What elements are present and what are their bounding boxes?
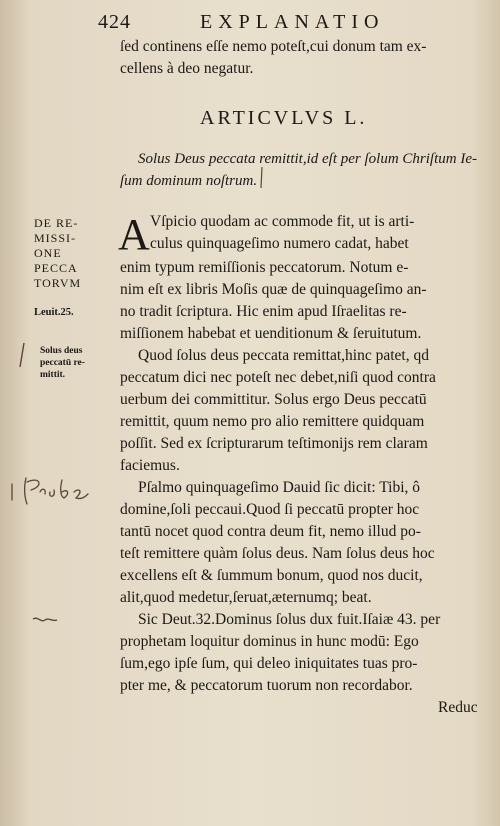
margin-title-line: TORVM [34, 276, 82, 290]
text-line: Vſpicio quodam ac commode fit, ut is arti- [150, 213, 415, 230]
text-line: faciemus. [120, 457, 180, 474]
text-line: teſt remittere quàm ſolus deus. Nam ſolus deus hoc [120, 545, 435, 562]
margin-title-line: DE RE- [34, 216, 79, 230]
text-line: pter me, & peccatorum tuorum non recordabor. [120, 677, 413, 694]
text-line: ſed continens eſſe nemo poteſt,cui donum tam ex- [120, 38, 427, 55]
text-line: miſſionem habebat et uenditionum & ſeruitutum. [120, 325, 422, 342]
text-line: ſum,ego ipſe ſum, qui deleo iniquitates tuas pro- [120, 655, 418, 672]
margin-title-line: PECCA [34, 261, 78, 275]
text-line: cellens à deo negatur. [120, 60, 254, 77]
margin-note-line: peccatū re- [40, 358, 85, 368]
text-line: enim typum remiſſionis peccatorum. Notum e- [120, 259, 409, 276]
text-line: Sic Deut.32.Dominus ſolus dux fuit.Iſaiæ 43. per [138, 611, 441, 628]
article-heading: ARTICVLVS L. [200, 107, 368, 129]
margin-note-line: mittit. [40, 370, 66, 380]
page-number: 424 [98, 11, 131, 33]
text-line: excellens eſt & ſummum bonum, quod nos ducit, [120, 567, 423, 584]
margin-title-line: ONE [34, 246, 62, 260]
text-line: remittit, quum nemo pro alio remittere quidquam [120, 413, 425, 430]
text-line: prophetam loquitur dominus in hunc modū: Ego [120, 633, 419, 650]
catchword: Reduc [438, 699, 478, 716]
text-line: Quod ſolus deus peccata remittat,hinc patet, qd [138, 347, 429, 364]
text-line: peccatum dici nec poteſt nec debet,niſi quod contra [120, 369, 436, 386]
margin-note-line: Solus deus [40, 346, 83, 356]
text-line: tantū nocet quod contra deum fit, nemo illud po- [120, 523, 421, 540]
article-summary-line: ſum dominum noſtrum. [120, 173, 258, 189]
text-line: uerbum dei committitur. Solus ergo Deus peccatū [120, 391, 427, 408]
text-line: domine,ſoli peccaui.Quod ſi peccatū propter hoc [120, 501, 420, 518]
running-title: EXPLANATIO [200, 11, 385, 33]
margin-title-line: MISSI- [34, 231, 77, 245]
text-line: nim eſt ex libris Moſis quæ de quinquageſimo an- [120, 281, 427, 298]
text-line: Pſalmo quinquageſimo Dauid ſic dicit: Tibi, ô [138, 479, 421, 496]
margin-reference: Leuit.25. [34, 307, 74, 318]
handwritten-probe-annotation [4, 470, 94, 510]
text-line: no tradit ſcriptura. Hic enim apud Iſraelitas re- [120, 303, 407, 320]
article-summary-line: Solus Deus peccata remittit,id eſt per ſolum Chriſtum Ie- [138, 151, 477, 167]
drop-cap: A [118, 210, 150, 259]
handwritten-mark [12, 340, 32, 370]
text-line: alit,quod medetur,ſeruat,æternumq; beat. [120, 589, 372, 606]
handwritten-mark [256, 164, 268, 194]
text-line: culus quinquageſimo numero cadat, habet [150, 235, 409, 252]
text-line: poſſit. Sed ex ſcripturarum teſtimonijs rem claram [120, 435, 428, 452]
handwritten-mark [30, 614, 60, 628]
